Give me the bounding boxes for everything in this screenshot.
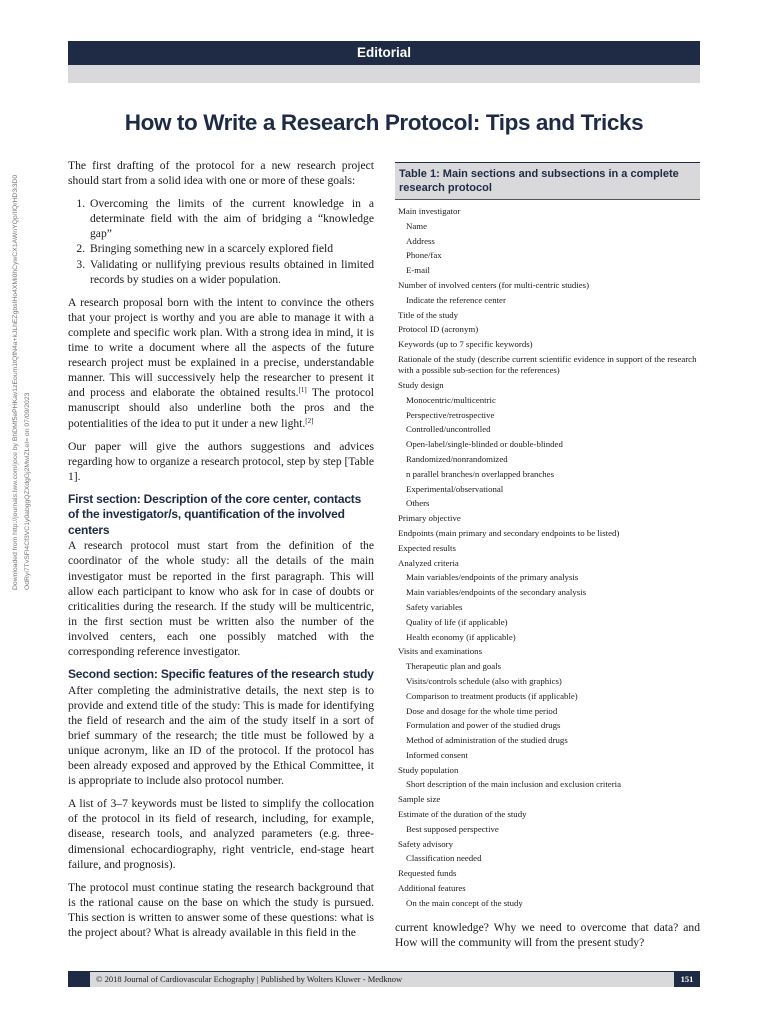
table-row: Dose and dosage for the whole time period — [406, 705, 558, 716]
table-row: Sample size — [398, 794, 441, 805]
table-row: Comparison to treatment products (if applicable) — [406, 690, 578, 701]
table-row: Health economy (if applicable) — [406, 631, 516, 642]
table-row: Study population — [398, 764, 459, 775]
download-watermark-text: Downloaded from http://journals.lww.com/joce by BhDMf5ePHKav1zEoum1tQfN4a+kJLhEZgbsIHo4XMi0hCywCX1AWnYQp/IlQrHD3i3D0OdRyi7TvSFl4Cf3VC1y0abggQZXdgGj2MwlZLeI= on 07/09/2023 — [12, 174, 31, 590]
page-number: 151 — [674, 972, 700, 987]
table-row: Main variables/endpoints of the secondary analysis — [406, 587, 587, 598]
section-2-paragraph: After completing the administrative details, the next step is to provide and extend title of the study: This is made for identifying the field of research and the aim of the study itself in a sort of brief summary of the research; the title must be followed by a unique acronym, like an ID of the protocol. If the protocol has been already exposed and approved by the Ethical Committee, it is appropriate to include also protocol number. — [68, 683, 374, 788]
table-row: Safety variables — [406, 601, 463, 612]
section-2-paragraph: The protocol must continue stating the research background that is the rational cause on the base on which the study is pursued. This section is written to answer some of these questions: what is the project about? What is already available in this field in the — [68, 880, 374, 940]
table-row: Name — [406, 220, 428, 231]
table-row: Therapeutic plan and goals — [406, 661, 502, 672]
table-row: Quality of life (if applicable) — [406, 616, 508, 627]
table-row: Rationale of the study (describe current scientific evidence in support of the research with a possible sub-section for the references) — [398, 353, 697, 376]
goal-item: 1. Overcoming the limits of the current knowledge in a determinate field with the aim of bridging a “knowledge gap” — [88, 196, 374, 241]
table-row: Indicate the reference center — [406, 294, 506, 305]
table-row: Visits and examinations — [398, 646, 483, 657]
table-item-list — [395, 200, 700, 911]
table-row: n parallel branches/n overlapped branches — [406, 468, 555, 479]
article-title: How to Write a Research Protocol: Tips and Tricks — [124, 110, 644, 135]
overview-paragraph: Our paper will give the authors suggestions and advices regarding how to organize a research protocol, step by step [Table 1]. — [68, 439, 374, 483]
table-row: Address — [406, 235, 435, 246]
table-row: Analyzed criteria — [398, 557, 459, 568]
table-caption: Table 1: Main sections and subsections in a complete research protocol — [395, 163, 700, 200]
proposal-paragraph — [68, 295, 374, 431]
goal-item: 2. Bringing something new in a scarcely explored field — [88, 241, 374, 256]
table-row: Perspective/retrospective — [406, 409, 495, 420]
proposal-text: A research proposal born with the intent to convince the others that your project is worthy and you are able to manage it with a complete and specific work plan. With a strong idea in mind, it is time to write a document where all the aspects of the future research project must be explained in a precise, understandable manner. This will successively help the researcher to present it and process and elaborate the obtained results. — [68, 295, 374, 400]
proposal-text-tail: The protocol manuscript should also underline both the pros and the potentialities of the idea to put it under a new light. — [68, 386, 375, 430]
table-row: Study design — [398, 379, 444, 390]
table-row: Monocentric/multicentric — [406, 394, 496, 405]
page-footer — [68, 971, 700, 987]
table-row: Estimate of the duration of the study — [398, 809, 527, 820]
section-label: Editorial — [356, 45, 411, 60]
table-row: Expected results — [398, 542, 456, 553]
footer-copyright: © 2018 Journal of Cardiovascular Echography | Published by Wolters Kluwer - Medknow — [96, 974, 403, 984]
table-row: Protocol ID (acronym) — [398, 324, 479, 335]
table-row: Phone/fax — [406, 250, 442, 261]
table-row: Informed consent — [406, 749, 468, 760]
table-row: Others — [406, 498, 430, 509]
table-row: Classification needed — [406, 853, 482, 864]
reference-1: [1] — [298, 386, 307, 395]
download-watermark — [10, 170, 46, 590]
footer-tab — [68, 972, 90, 987]
table-row: Formulation and power of the studied drugs — [406, 720, 561, 731]
table-row: Number of involved centers (for multi-centric studies) — [398, 279, 590, 290]
table-row: Open-label/single-blinded or double-blinded — [406, 439, 563, 450]
table-row: Title of the study — [398, 309, 459, 320]
table-row: Visits/controls schedule (also with graphics) — [406, 675, 562, 686]
table-row: Method of administration of the studied drugs — [406, 735, 568, 746]
table-row: On the main concept of the study — [406, 897, 523, 908]
intro-paragraph: The first drafting of the protocol for a new research project should start from a solid idea with one or more of these goals: — [68, 159, 374, 188]
table-row: Randomized/nonrandomized — [406, 453, 508, 464]
header-underbar — [68, 65, 700, 83]
table-row: Main variables/endpoints of the primary analysis — [406, 572, 579, 583]
table-row: E-mail — [406, 265, 430, 276]
left-column — [68, 158, 374, 948]
table-row: Keywords (up to 7 specific keywords) — [398, 339, 533, 350]
reference-2: [2] — [305, 416, 314, 425]
section-1-text: A research protocol must start from the definition of the coordinator of the whole study: all the details of the main investigator must be reported in the first paragraph. This will allow each participant to know who ask for in case of doubts or criticalities during the research. If the study will be multicentric, in the first section must be written also the number of the involved centers, each one possibly matched with the corresponding reference investigator. — [68, 539, 374, 659]
section-1-heading: First section: Description of the core center, contacts of the investigator/s, quantification of the involved centers — [68, 491, 362, 537]
goal-item: 3. Validating or nullifying previous results obtained in limited records by studies on a wider population. — [88, 257, 374, 287]
right-column-text — [395, 920, 700, 950]
table-1 — [395, 162, 700, 911]
section-2-heading: Second section: Specific features of the research study — [68, 667, 374, 682]
goals-list — [68, 196, 374, 287]
section-2-paragraph: A list of 3–7 keywords must be listed to simplify the collocation of the protocol in its field of research, including, for example, disease, research tools, and analyzed parameters (e.g. three-dimensional echocardiography, right ventricle, end-stage heart failure, and prognosis). — [68, 797, 374, 871]
table-row: Safety advisory — [398, 838, 453, 849]
right-column-paragraph: current knowledge? Why we need to overcome that data? and How will the community will from the present study? — [395, 921, 700, 950]
table-row: Requested funds — [398, 868, 457, 879]
table-row: Short description of the main inclusion and exclusion criteria — [406, 779, 621, 790]
table-row: Controlled/uncontrolled — [406, 424, 491, 435]
table-row: Primary objective — [398, 513, 461, 524]
table-row: Additional features — [398, 883, 466, 894]
table-row: Best supposed perspective — [406, 823, 499, 834]
table-row: Experimental/observational — [406, 483, 504, 494]
section-label-bar — [68, 41, 700, 65]
table-row: Endpoints (main primary and secondary endpoints to be listed) — [398, 527, 620, 538]
table-row: Main investigator — [398, 206, 461, 216]
